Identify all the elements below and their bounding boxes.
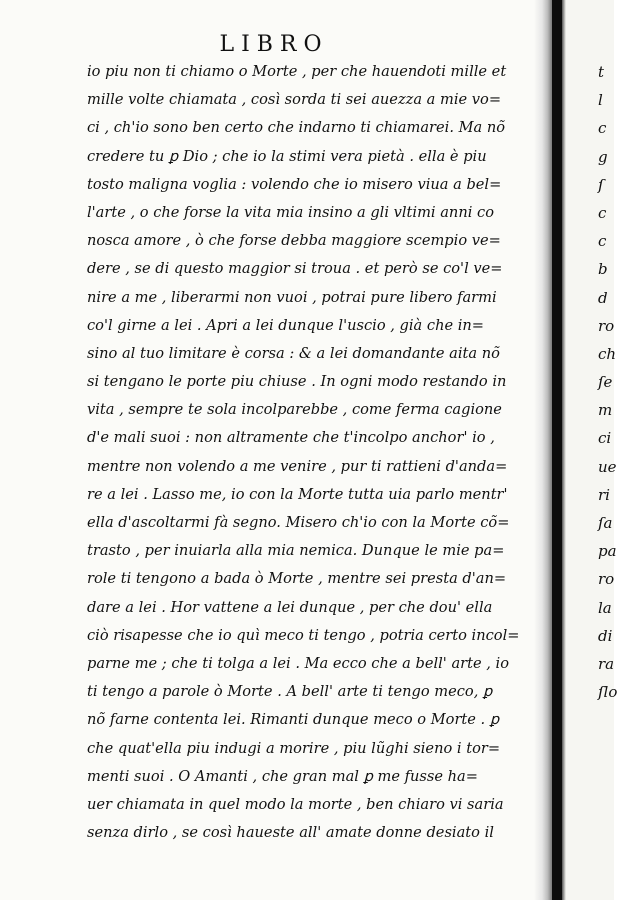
text-line: senza dirlo , se così haueste all' amate donne desiato il: [87, 824, 494, 842]
facing-page-fragment: c: [598, 203, 607, 222]
text-line: mille volte chiamata , così sorda ti sei auezza a mie vo=: [87, 91, 502, 109]
text-line: co'l girne a lei . Apri a lei dunque l'uscio , già che in=: [87, 316, 485, 334]
facing-page-shadow: [562, 0, 566, 900]
facing-page-fragment: c: [598, 119, 607, 138]
text-line: nosca amore , ò che forse debba maggiore scempio ve=: [87, 232, 501, 250]
binding-edge: [552, 0, 562, 900]
page-body-text: [87, 58, 520, 847]
text-line: nire a me , liberarmi non vuoi , potrai pure libero farmi: [87, 288, 497, 306]
text-line: uer chiamata in quel modo la morte , ben chiaro vi saria: [87, 795, 504, 813]
facing-page-fragment: ri: [598, 485, 610, 504]
text-line: mentre non volendo a me venire , pur ti rattieni d'anda=: [87, 457, 508, 475]
facing-page-fragment: ſa: [598, 514, 613, 532]
facing-page-fragment: ra: [598, 654, 615, 673]
text-line: ciò risapesse che io quì meco ti tengo , potria certo incol=: [87, 626, 520, 644]
text-line: che quat'ella piu indugi a morire , piu lũghi sieno i tor=: [87, 739, 501, 757]
text-line: parne me ; che ti tolga a lei . Ma ecco che a bell' arte , io: [87, 654, 510, 672]
text-line: l'arte , o che forse la vita mia insino a gli vltimi anni co: [87, 203, 495, 221]
text-line: trasto , per inuiarla alla mia nemica. Dunque le mie pa=: [87, 542, 505, 560]
facing-page-fragment: ue: [598, 457, 617, 476]
facing-page-fragment: l: [598, 91, 603, 110]
facing-page-text: [598, 58, 617, 706]
facing-page-fragment: ſlo: [598, 683, 617, 702]
facing-page-fragment: c: [598, 232, 607, 251]
text-line: credere tu ꝑ Dio ; che io la stimi vera pietà . ella è piu: [87, 147, 487, 165]
text-line: tosto maligna voglia : volendo che io misero viua a bel=: [87, 175, 502, 193]
facing-page-fragment: t: [598, 63, 605, 81]
text-line: nõ farne contenta lei. Rimanti dunque meco o Morte . ꝑ: [87, 711, 500, 729]
text-line: re a lei . Lasso me, io con la Morte tutta uia parlo mentr': [87, 485, 508, 503]
facing-page-fragment: d: [598, 288, 608, 307]
facing-page-fragment: b: [598, 260, 608, 279]
facing-page-fragment: ci: [598, 429, 612, 448]
text-line: vita , sempre te sola incolparebbe , come ferma cagione: [87, 401, 502, 419]
facing-page-fragment: ch: [598, 344, 617, 363]
running-title: LIBRO: [219, 32, 329, 57]
facing-page-fragment: di: [598, 626, 613, 645]
facing-page-fragment: la: [598, 598, 612, 617]
text-line: dare a lei . Hor vattene a lei dunque , per che dou' ella: [87, 598, 493, 616]
facing-page-fragment: ro: [598, 316, 615, 335]
facing-page-fragment: g: [598, 147, 608, 166]
text-line: ci , ch'io sono ben certo che indarno ti chiamarei. Ma nõ: [87, 119, 506, 137]
facing-page-fragment: ro: [598, 570, 615, 589]
text-line: ella d'ascoltarmi fà segno. Misero ch'io con la Morte cõ=: [87, 514, 510, 531]
text-line: menti suoi . O Amanti , che gran mal ꝑ me fusse ha=: [87, 767, 478, 785]
facing-page-fragment: ſe: [598, 373, 613, 392]
text-line: d'e mali suoi : non altramente che t'incolpo anchor' io ,: [87, 429, 495, 447]
page-gutter-shadow: [534, 0, 552, 900]
text-line: sino al tuo limitare è corsa : & a lei domandante aita nõ: [87, 344, 500, 362]
text-line: role ti tengono a bada ò Morte , mentre sei presta d'an=: [87, 570, 507, 588]
facing-page-fragment: m: [598, 401, 613, 420]
facing-page-fragment: pa: [598, 542, 617, 561]
text-line: si tengano le porte piu chiuse . In ogni modo restando in: [87, 373, 507, 391]
text-line: dere , se di questo maggior si troua . et però se co'l ve=: [87, 260, 503, 278]
text-line: io piu non ti chiamo o Morte , per che hauendoti mille et: [87, 63, 507, 80]
text-line: ti tengo a parole ò Morte . A bell' arte ti tengo meco, ꝑ: [87, 683, 493, 701]
facing-page-edge: [562, 0, 617, 900]
facing-page-fragment: ſ: [598, 175, 604, 194]
